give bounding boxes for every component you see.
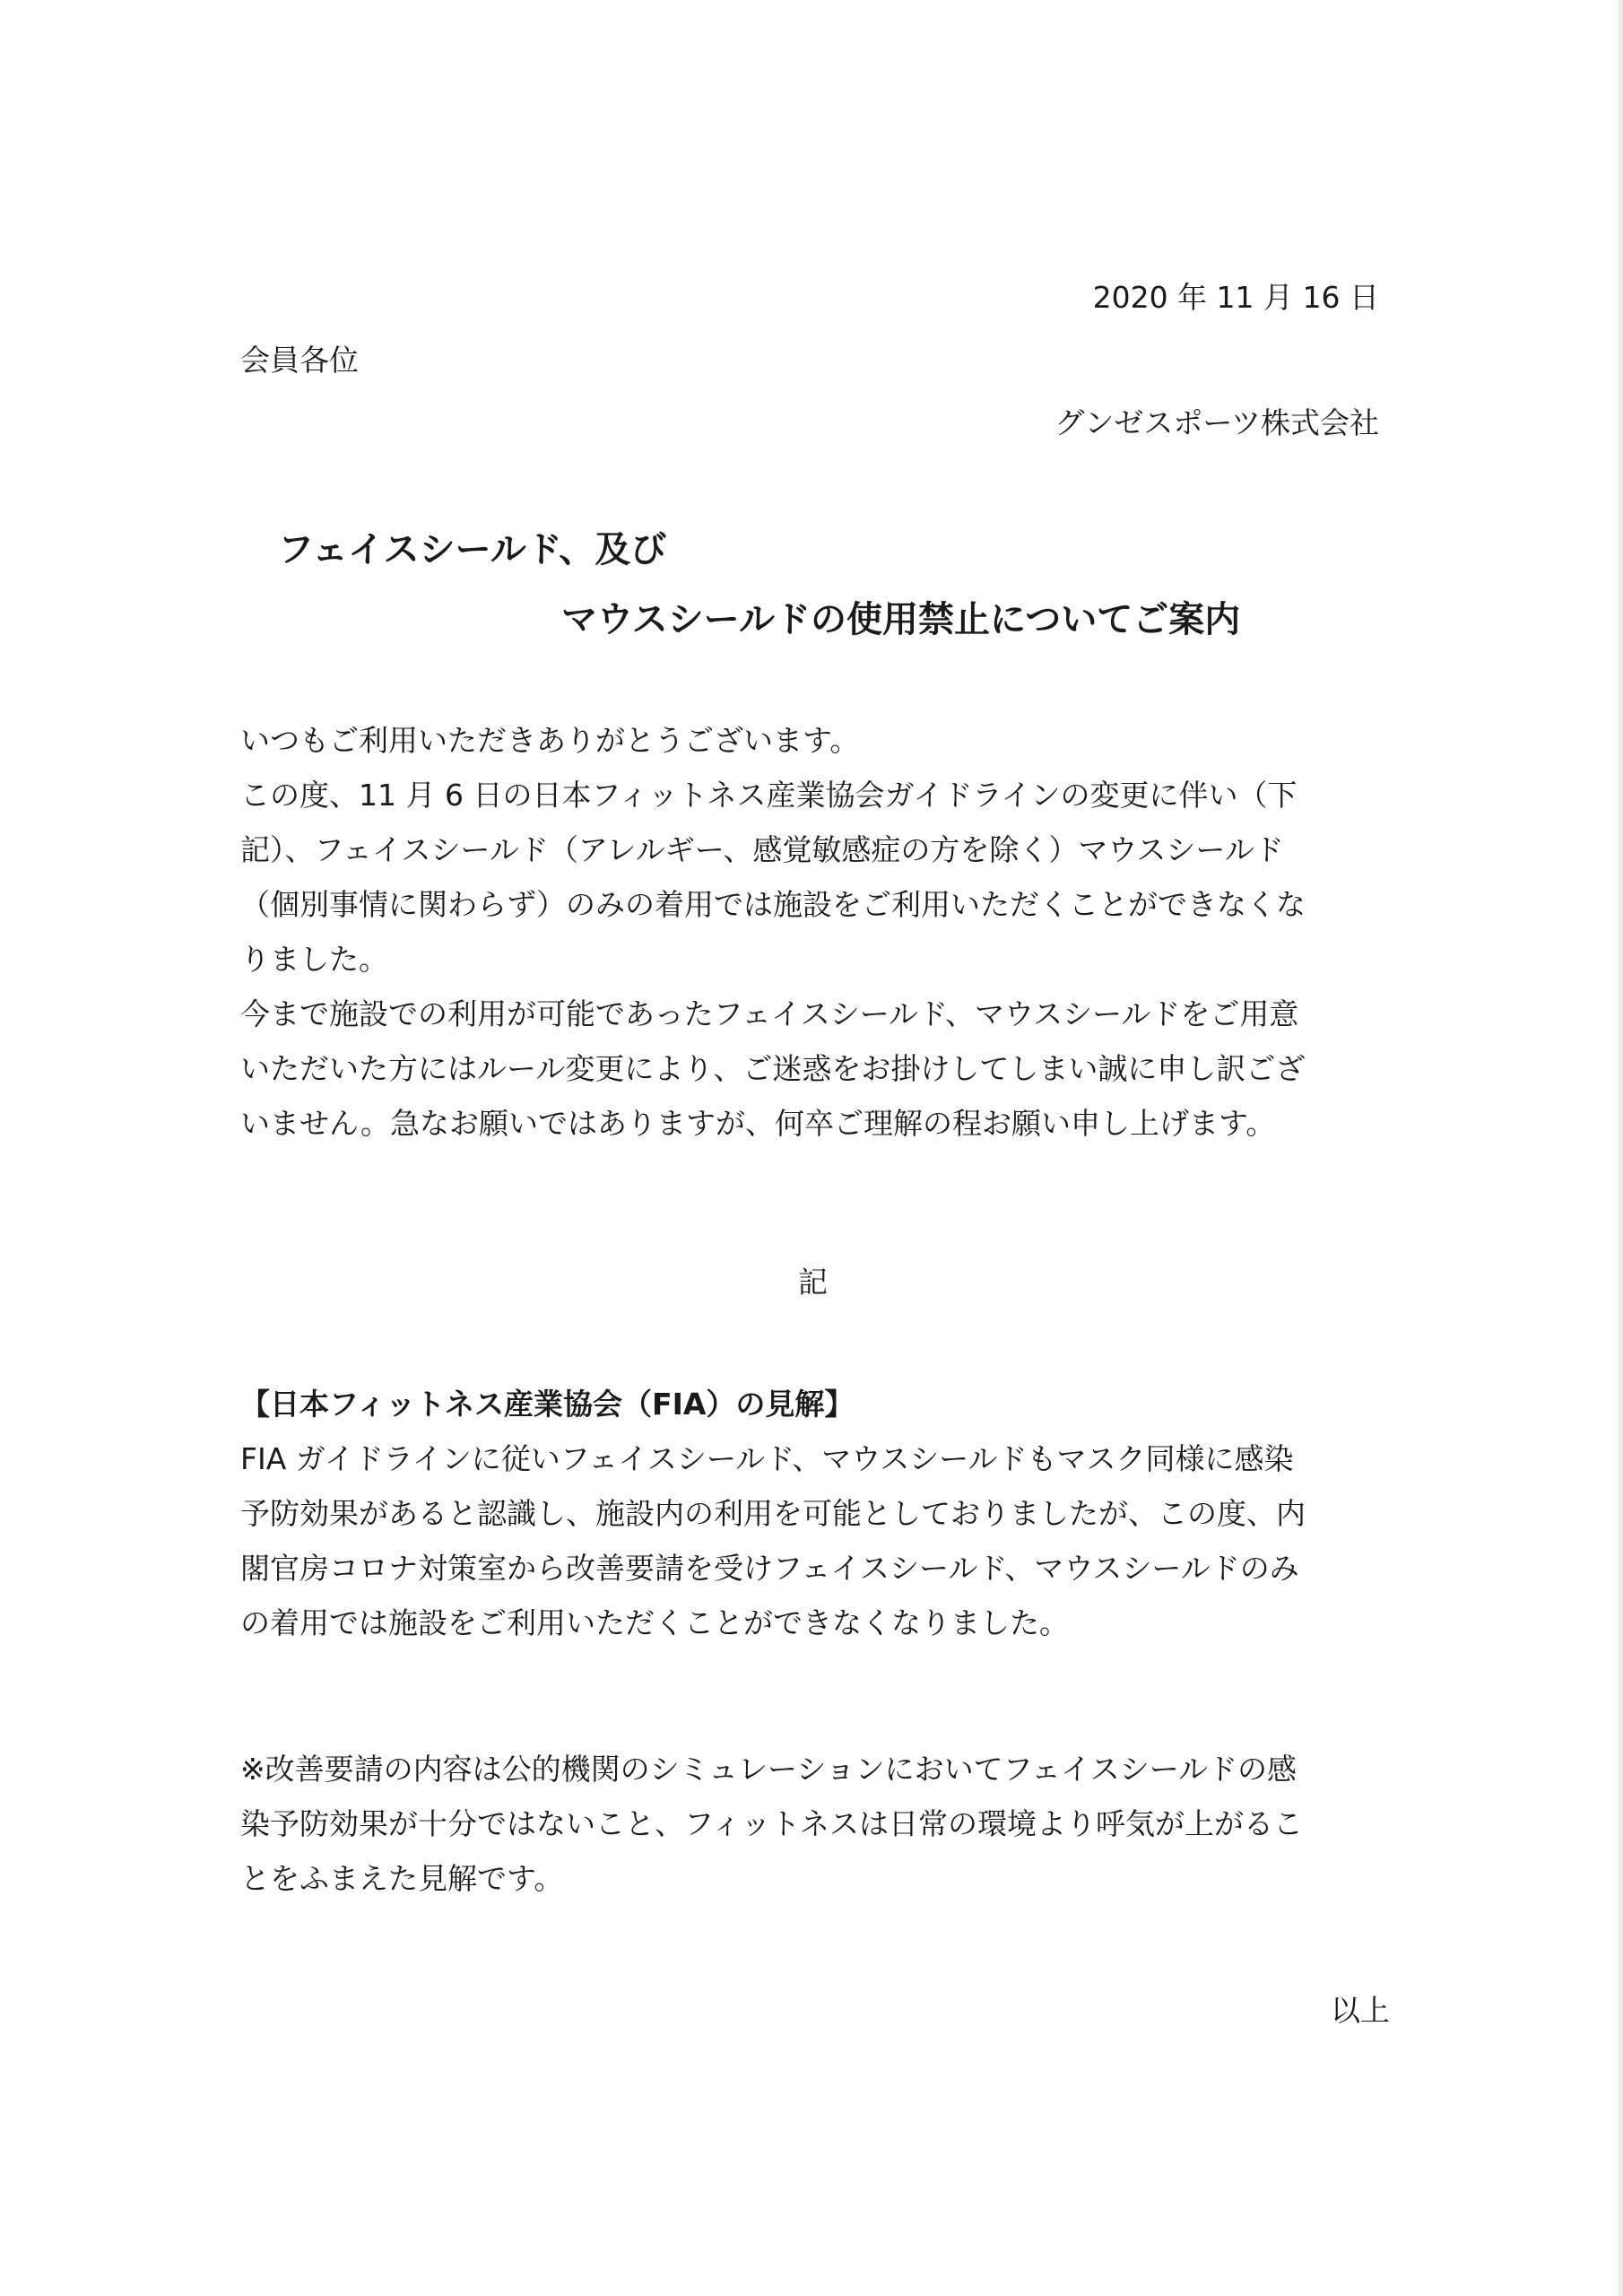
- section-line: 予防効果があると認識し、施設内の利用を可能としておりましたが、この度、内: [240, 1496, 1306, 1531]
- body-line: この度、11 月 6 日の日本フィットネス産業協会ガイドラインの変更に伴い（下: [240, 778, 1298, 813]
- ki-marker: 記: [798, 1265, 828, 1300]
- section-line: FIA ガイドラインに従いフェイスシールド、マウスシールドもマスク同様に感染: [240, 1441, 1294, 1476]
- body-line: 今まで施設での利用が可能であったフェイスシールド、マウスシールドをご用意: [240, 996, 1299, 1031]
- closing-ijo: 以上: [1331, 1993, 1390, 2028]
- note-line: 染予防効果が十分ではないこと、フィットネスは日常の環境より呼気が上がるこ: [240, 1806, 1304, 1841]
- body-line: （個別事情に関わらず）のみの着用では施設をご利用いただくことができなくな: [240, 887, 1306, 922]
- document-title-line-1: フェイスシールド、及び: [278, 529, 667, 570]
- body-line: いません。急なお願いではありますが、何卒ご理解の程お願い申し上げます。: [240, 1106, 1276, 1141]
- note-line: ※改善要請の内容は公的機関のシミュレーションにおいてフェイスシールドの感: [240, 1752, 1298, 1787]
- section-heading: 【日本フィットネス産業協会（FIA）の見解】: [240, 1387, 855, 1422]
- body-line: いつもご利用いただきありがとうございます。: [240, 723, 860, 758]
- fia-section: [240, 1377, 1397, 1650]
- scan-edge-shadow: [1618, 0, 1623, 2296]
- section-line: の着用では施設をご利用いただくことができなくなりました。: [240, 1605, 1069, 1640]
- recipient-line: 会員各位: [240, 343, 359, 378]
- document-title-line-2: マウスシールドの使用禁止についてご案内: [561, 599, 1241, 640]
- body-line: 記）、フェイスシールド（アレルギー、感覚敏感症の方を除く）マウスシールド: [240, 832, 1284, 867]
- body-paragraph: [240, 713, 1397, 1151]
- body-line: りました。: [240, 942, 388, 977]
- body-line: いただいた方にはルール変更により、ご迷惑をお掛けしてしまい誠に申し訳ござ: [240, 1051, 1306, 1086]
- document-date: 2020 年 11 月 16 日: [1092, 280, 1379, 315]
- note-line: とをふまえた見解です。: [240, 1861, 564, 1896]
- section-line: 閣官房コロナ対策室から改善要請を受けフェイスシールド、マウスシールドのみ: [240, 1551, 1299, 1586]
- sender-company: グンゼスポーツ株式会社: [1055, 405, 1379, 440]
- note-paragraph: [240, 1742, 1397, 1906]
